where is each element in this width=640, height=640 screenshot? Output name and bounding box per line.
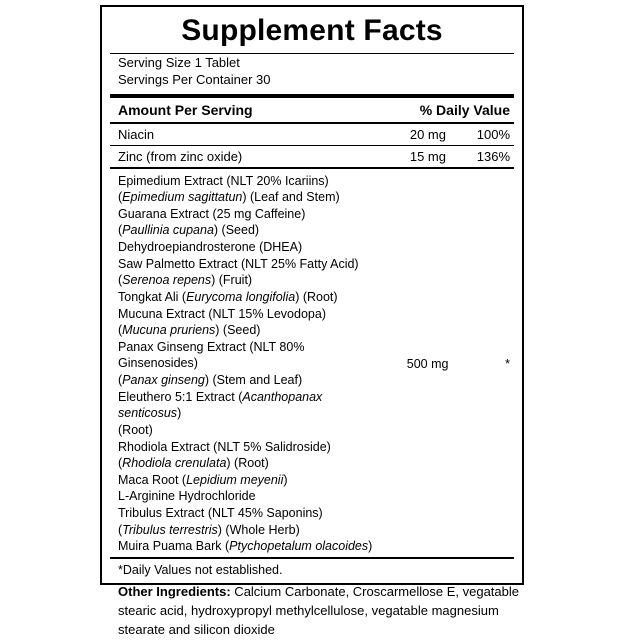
ingredient-line (118, 339, 378, 372)
serving-info (110, 54, 514, 89)
ingredient-text: ) (283, 472, 288, 487)
servings-per-container: Servings Per Container 30 (118, 72, 271, 88)
ingredient-text: ) (177, 406, 182, 421)
supplement-facts-panel (100, 5, 524, 585)
serving-size: Serving Size 1 Tablet (118, 54, 240, 70)
ingredient-text: Saw Palmetto Extract (NLT 25% Fatty Acid) (118, 256, 359, 271)
botanical-name: Tribulus terrestris (122, 522, 218, 537)
ingredient-text: Muira Puama Bark ( (118, 539, 230, 554)
ingredient-line (118, 389, 378, 422)
blend-daily-value: * (505, 356, 510, 371)
botanical-name: Epimedium sagittatun (122, 190, 243, 205)
blend-amount-cell (378, 173, 455, 555)
botanical-name: Mucuna pruriens (122, 323, 216, 338)
ingredient-line (118, 472, 378, 489)
blend-daily-value-cell (454, 173, 514, 555)
nutrient-daily-value: 136% (476, 148, 510, 164)
nutrient-name: Niacin (118, 126, 155, 142)
ingredient-text: ) (Seed) (215, 323, 261, 338)
ingredient-text: (Root) (118, 422, 153, 437)
ingredient-text: ( (118, 223, 123, 238)
ingredient-line (118, 289, 378, 306)
ingredient-text: Tongkat Ali ( (118, 289, 187, 304)
daily-value-header: % Daily Value (419, 101, 510, 118)
ingredient-text: ( (118, 522, 123, 537)
table-row (110, 124, 514, 145)
ingredient-text: ) (Fruit) (211, 273, 253, 288)
amount-per-serving-header: Amount Per Serving (118, 101, 253, 118)
table-header-row (110, 98, 514, 122)
ingredient-line (118, 206, 378, 223)
ingredient-line (118, 256, 378, 273)
ingredient-text: ( (118, 373, 123, 388)
ingredient-text: Tribulus Extract (NLT 45% Saponins) (118, 506, 323, 521)
ingredient-line (118, 306, 378, 323)
ingredient-text: Dehydroepiandrosterone (DHEA) (118, 240, 303, 255)
ingredient-line (118, 372, 378, 389)
other-ingredients (118, 583, 538, 640)
ingredient-text: ( (118, 190, 123, 205)
ingredient-line (118, 422, 378, 439)
daily-value-footnote: *Daily Values not established. (118, 562, 283, 577)
ingredient-line (118, 272, 378, 289)
ingredient-text: ) (Whole Herb) (217, 522, 300, 537)
ingredient-text: Maca Root ( (118, 472, 187, 487)
nutrient-amount: 15 mg (409, 148, 446, 164)
ingredient-text: ( (118, 273, 123, 288)
botanical-name: Eurycoma longifolia (186, 289, 296, 304)
ingredient-text: ) (Root) (295, 289, 338, 304)
ingredient-text: ( (118, 323, 123, 338)
ingredient-text: ) (Leaf and Stem) (242, 190, 340, 205)
botanical-name: Lepidium meyenii (186, 472, 284, 487)
other-ingredients-text: Calcium Carbonate, Croscarmellose E, vegatable stearic acid, hydroxypropyl methylcellulose, vegatable magnesium stearate and silicon dioxide (118, 584, 519, 637)
ingredient-text: Mucuna Extract (NLT 15% Levodopa) (118, 306, 326, 321)
ingredient-text: Rhodiola Extract (NLT 5% Salidroside) (118, 439, 331, 454)
ingredient-line (118, 239, 378, 256)
nutrient-name: Zinc (from zinc oxide) (118, 148, 243, 164)
botanical-name: Serenoa repens (122, 273, 212, 288)
table-row (110, 146, 514, 167)
ingredient-line (118, 189, 378, 206)
botanical-name: Rhodiola crenulata (122, 456, 227, 471)
botanical-name: Acanthopanax senticosus (118, 389, 323, 421)
ingredient-line (118, 522, 378, 539)
ingredient-line (118, 439, 378, 456)
ingredient-text: Guarana Extract (25 mg Caffeine) (118, 206, 306, 221)
ingredient-text: ) (Stem and Leaf) (204, 373, 303, 388)
ingredient-text: ) (Root) (226, 456, 269, 471)
botanical-name: Paullinia cupana (122, 223, 214, 238)
ingredient-line (118, 173, 378, 190)
ingredient-list (118, 173, 378, 555)
ingredient-line (118, 488, 378, 505)
blend-amount: 500 mg (406, 356, 449, 371)
ingredient-line (118, 538, 378, 555)
ingredient-text: Panax Ginseng Extract (NLT 80% Ginsenosides) (118, 339, 305, 371)
nutrient-amount: 20 mg (409, 126, 446, 142)
ingredient-text: L-Arginine Hydrochloride (118, 489, 256, 504)
ingredient-line (118, 222, 378, 239)
other-ingredients-label: Other Ingredients: (118, 584, 231, 599)
ingredient-text: ) (Seed) (213, 223, 260, 238)
ingredient-text: ) (368, 539, 373, 554)
ingredient-text: Eleuthero 5:1 Extract ( (118, 389, 243, 404)
ingredient-line (118, 505, 378, 522)
nutrient-daily-value: 100% (476, 126, 510, 142)
ingredient-line (118, 455, 378, 472)
ingredient-text: ( (118, 456, 123, 471)
botanical-name: Ptychopetalum olacoides (229, 539, 369, 554)
proprietary-blend-row (110, 169, 514, 557)
ingredient-text: Epimedium Extract (NLT 20% Icariins) (118, 173, 329, 188)
ingredient-line (118, 322, 378, 339)
page-title: Supplement Facts (181, 14, 443, 47)
botanical-name: Panax ginseng (122, 373, 205, 388)
